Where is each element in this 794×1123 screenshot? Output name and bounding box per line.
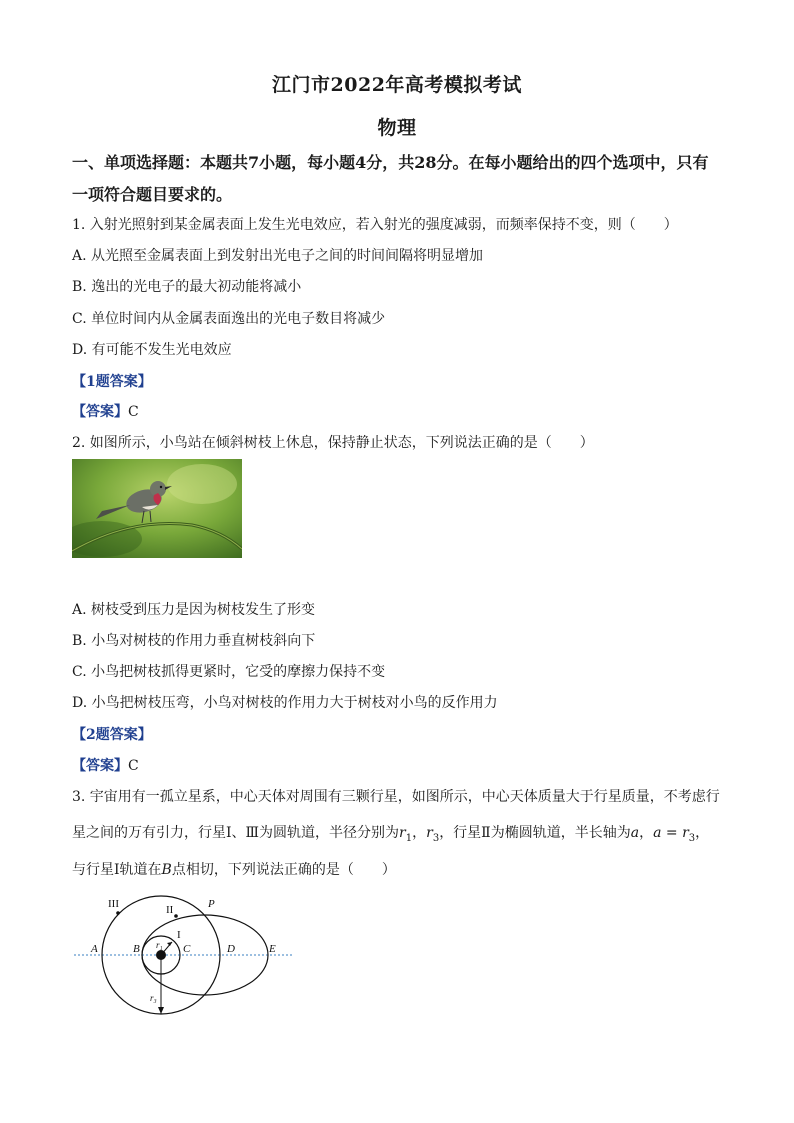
a-symbol: a bbox=[630, 825, 640, 841]
q3-separator: ， bbox=[412, 825, 427, 841]
q3-text: ，行星Ⅱ为椭圆轨道，半长轴为 bbox=[439, 825, 631, 841]
eq-sign: = bbox=[661, 825, 683, 841]
q1-option-c: C. 单位时间内从金属表面逸出的光电子数目将减少 bbox=[72, 311, 386, 327]
q2-stem: 2. 如图所示，小鸟站在倾斜树枝上休息，保持静止状态，下列说法正确的是（ ） bbox=[72, 435, 594, 451]
r1-arrowhead bbox=[167, 942, 172, 946]
q1-option-a: A. 从光照至金属表面上到发射出光电子之间的时间间隔将明显增加 bbox=[72, 248, 484, 264]
r3-arrowhead bbox=[158, 1007, 164, 1014]
label-b: B bbox=[133, 943, 140, 955]
label-iii: III bbox=[108, 898, 119, 910]
q2-answer-heading: 【2题答案】 bbox=[72, 727, 152, 743]
planet-ii-dot bbox=[174, 914, 178, 918]
q3-text: 星之间的万有引力，行星Ⅰ、Ⅲ为圆轨道，半径分别为 bbox=[72, 825, 400, 841]
q3-text: 点相切，下列说法正确的是（ ） bbox=[171, 862, 396, 878]
label-r1: r₁ bbox=[156, 940, 163, 950]
planet-iii-dot bbox=[116, 911, 120, 915]
q1-option-d: D. 有可能不发生光电效应 bbox=[72, 342, 232, 358]
exam-title: 江门市2022年高考模拟考试 bbox=[272, 74, 522, 96]
label-r3: r₃ bbox=[150, 993, 157, 1003]
orbit-diagram bbox=[72, 893, 294, 1023]
label-c: C bbox=[183, 943, 191, 955]
q1-stem: 1. 入射光照射到某金属表面上发生光电效应，若入射光的强度减弱，而频率保持不变，则（ ） bbox=[72, 217, 678, 233]
eq-a-symbol: a bbox=[653, 825, 662, 841]
q1-answer bbox=[72, 401, 139, 421]
subject-title: 物理 bbox=[377, 117, 417, 139]
q2-option-b: B. 小鸟对树枝的作用力垂直树枝斜向下 bbox=[72, 633, 316, 649]
eq-r-subscript: 3 bbox=[688, 832, 696, 844]
q2-option-c: C. 小鸟把树枝抓得更紧时，它受的摩擦力保持不变 bbox=[72, 664, 386, 680]
q2-option-d: D. 小鸟把树枝压弯，小鸟对树枝的作用力大于树枝对小鸟的反作用力 bbox=[72, 695, 498, 711]
r1-subscript: 1 bbox=[405, 832, 413, 844]
q3-stem-line2 bbox=[72, 822, 709, 844]
eq-r-symbol: r bbox=[682, 825, 689, 841]
q3-text: 与行星Ⅰ轨道在 bbox=[72, 862, 162, 878]
label-ii: II bbox=[166, 904, 174, 916]
q3-stem-line3 bbox=[72, 859, 396, 879]
q1-answer-label: 【答案】 bbox=[72, 404, 128, 420]
r1-symbol: r bbox=[399, 825, 406, 841]
section-heading-line2: 一项符合题目要求的。 bbox=[72, 185, 233, 204]
q2-option-a: A. 树枝受到压力是因为树枝发生了形变 bbox=[72, 602, 316, 618]
r3-subscript: 3 bbox=[432, 832, 440, 844]
q2-answer-value: C bbox=[128, 758, 139, 774]
bird-photo bbox=[72, 459, 242, 558]
q2-answer bbox=[72, 755, 139, 775]
label-p: P bbox=[208, 898, 215, 910]
q1-answer-heading: 【1题答案】 bbox=[72, 374, 152, 390]
b-symbol: B bbox=[161, 862, 172, 878]
label-a: A bbox=[91, 943, 98, 955]
q1-option-b: B. 逸出的光电子的最大初动能将减小 bbox=[72, 279, 302, 295]
q2-answer-label: 【答案】 bbox=[72, 758, 128, 774]
label-i: I bbox=[177, 929, 181, 941]
label-d: D bbox=[227, 943, 235, 955]
q3-text: ， bbox=[695, 825, 710, 841]
section-heading-line1: 一、单项选择题：本题共7小题，每小题4分，共28分。在每小题给出的四个选项中，只有 bbox=[72, 153, 709, 172]
q1-answer-value: C bbox=[128, 404, 139, 420]
r3-symbol: r bbox=[426, 825, 433, 841]
q3-stem-line1: 3. 宇宙用有一孤立星系，中心天体对周围有三颗行星，如图所示，中心天体质量大于行星质量，不考虑行 bbox=[72, 789, 720, 805]
q3-text: ， bbox=[639, 825, 654, 841]
label-e: E bbox=[269, 943, 276, 955]
